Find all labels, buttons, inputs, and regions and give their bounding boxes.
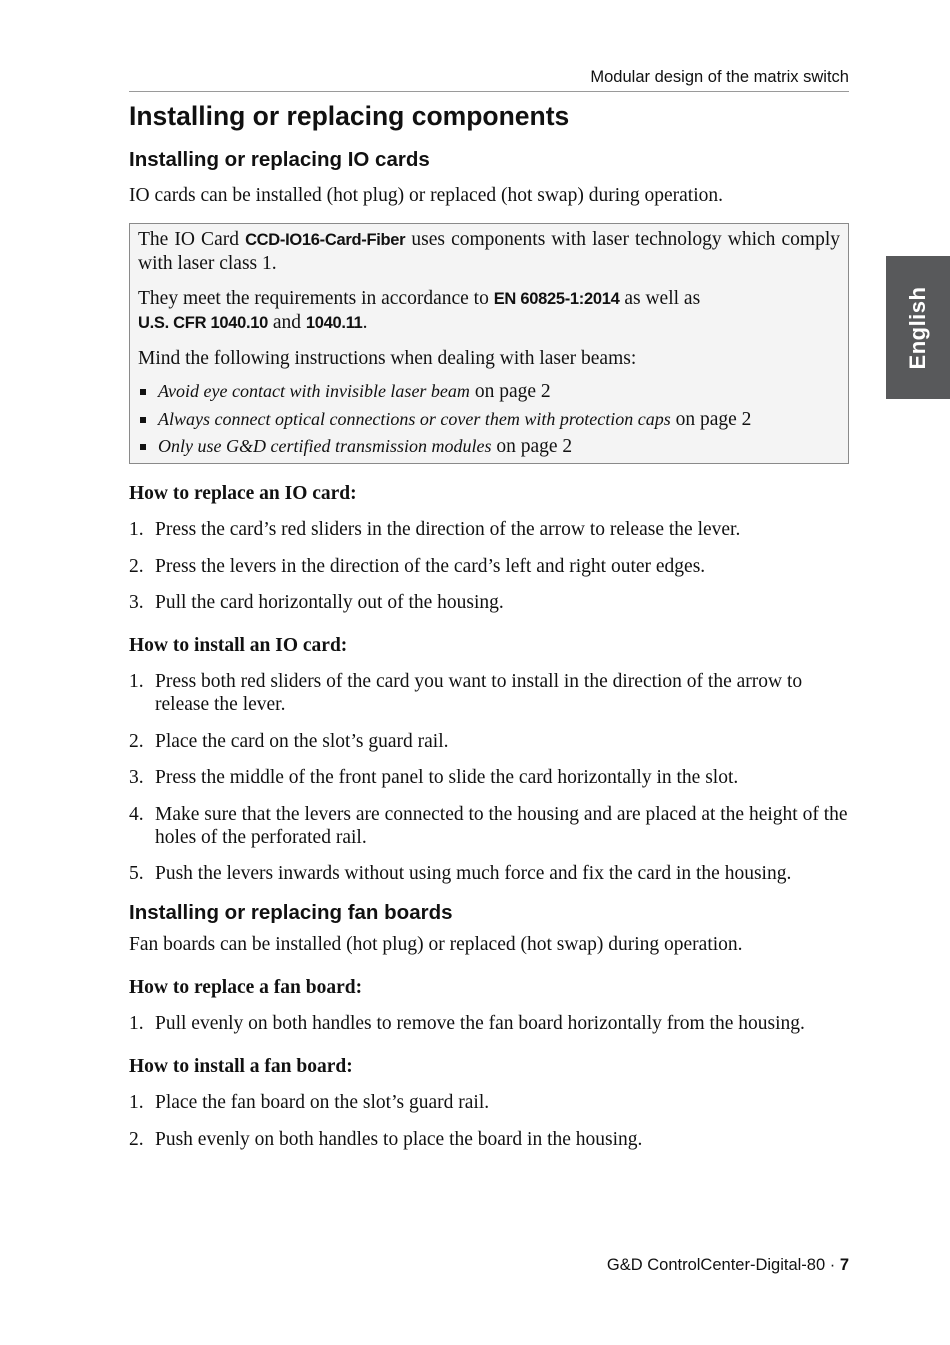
cross-reference-link[interactable]: Avoid eye contact with invisible laser beam: [158, 381, 470, 401]
list-item: 1. Press the card’s red sliders in the direction of the arrow to release the lever.: [129, 519, 741, 540]
list-item[interactable]: Only use G&D certified transmission modules on page 2: [138, 435, 840, 458]
install-io-card-steps: [129, 670, 849, 885]
list-item: 2. Press the levers in the direction of the card’s left and right outer edges.: [129, 555, 706, 577]
cross-reference-link[interactable]: Only use G&D certified transmission modules: [158, 436, 492, 456]
list-item: 4. Make sure that the levers are connected to the housing and are placed at the height of the holes of the perforated rail.: [129, 803, 848, 848]
replace-fan-board-heading: How to replace a fan board:: [129, 977, 363, 998]
notice-paragraph-3: Mind the following instructions when dealing with laser beams:: [138, 348, 637, 369]
page-content: [129, 98, 849, 1151]
replace-io-card-steps: [129, 518, 849, 614]
fan-intro: Fan boards can be installed (hot plug) or replaced (hot swap) during operation.: [129, 934, 743, 955]
list-item: 2. Place the card on the slot’s guard rail.: [129, 730, 449, 752]
language-tab-label: English: [905, 286, 930, 369]
standard-en: EN 60825-1:2014: [493, 290, 620, 308]
list-item: 5. Push the levers inwards without using much force and fix the card in the housing.: [129, 863, 792, 884]
list-item: 2. Push evenly on both handles to place the board in the housing.: [129, 1128, 643, 1150]
bullet-square-icon: [140, 444, 146, 450]
section-heading-io-cards: Installing or replacing IO cards: [129, 148, 430, 171]
page-title: Installing or replacing components: [129, 101, 570, 131]
standard-cfr-2: 1040.11: [305, 314, 363, 332]
list-item: 1. Press both red sliders of the card you want to install in the direction of the arrow to release the lever.: [129, 671, 803, 715]
laser-instruction-refs: [138, 380, 840, 458]
list-item: 3. Press the middle of the front panel to slide the card horizontally in the slot.: [129, 767, 739, 788]
install-fan-board-heading: How to install a fan board:: [129, 1056, 353, 1077]
bullet-square-icon: [140, 389, 146, 395]
running-header: [129, 66, 849, 92]
page-footer: [129, 1254, 849, 1276]
notice-paragraph-2: They meet the requirements in accordance to EN 60825-1:2014 as well as U.S. CFR 1040.10 and 1040.11.: [138, 288, 701, 333]
list-item[interactable]: Always connect optical connections or cover them with protection caps on page 2: [138, 408, 840, 431]
list-item: 3. Pull the card horizontally out of the housing.: [129, 592, 504, 613]
replace-io-card-heading: How to replace an IO card:: [129, 483, 357, 504]
install-fan-board-steps: [129, 1091, 849, 1151]
standard-cfr: U.S. CFR 1040.10: [138, 314, 269, 332]
list-item[interactable]: Avoid eye contact with invisible laser beam on page 2: [138, 380, 840, 403]
language-tab: [886, 256, 950, 399]
page-number: 7: [839, 1256, 849, 1274]
footer-product: G&D ControlCenter-Digital-80 ·: [606, 1256, 840, 1274]
cross-reference-link[interactable]: Always connect optical connections or cover them with protection caps: [158, 408, 671, 429]
product-name: CCD-IO16-Card-Fiber: [245, 231, 406, 249]
install-io-card-heading: How to install an IO card:: [129, 635, 348, 656]
bullet-square-icon: [140, 417, 146, 423]
io-intro: IO cards can be installed (hot plug) or replaced (hot swap) during operation.: [129, 185, 724, 206]
list-item: 1. Pull evenly on both handles to remove the fan board horizontally from the housing.: [129, 1013, 805, 1034]
notice-paragraph-1: The IO Card CCD-IO16-Card-Fiber uses components with laser technology which comply with laser class 1.: [138, 229, 840, 274]
replace-fan-board-steps: [129, 1012, 849, 1035]
list-item: 1. Place the fan board on the slot’s guard rail.: [129, 1092, 490, 1113]
laser-notice-box: [129, 223, 849, 464]
running-title: Modular design of the matrix switch: [590, 68, 849, 86]
section-heading-fan-boards: Installing or replacing fan boards: [129, 901, 453, 924]
